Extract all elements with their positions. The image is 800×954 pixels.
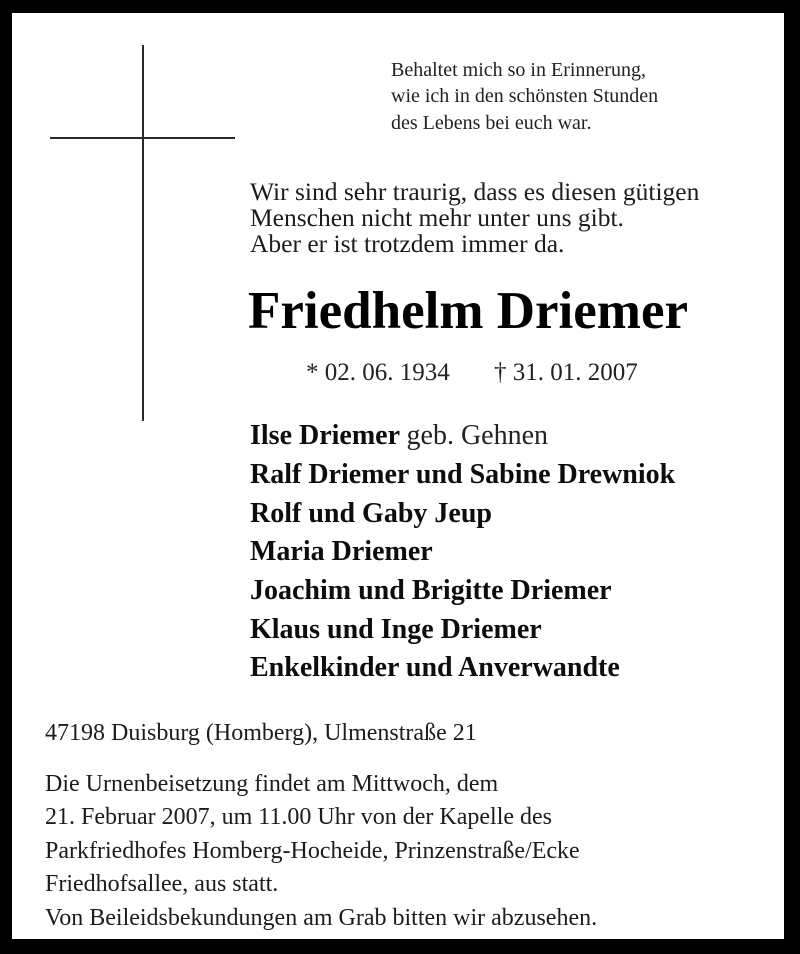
death-date bbox=[494, 358, 638, 388]
intro-line: Menschen nicht mehr unter uns gibt. bbox=[250, 205, 624, 232]
mourner-line bbox=[250, 419, 548, 453]
cross-vertical-bar bbox=[142, 45, 144, 421]
mourner-line: Klaus und Inge Driemer bbox=[250, 614, 542, 645]
mourner-name: Ilse Driemer bbox=[250, 420, 400, 451]
closing-note: Von Beileidsbekundungen am Grab bitten wir abzusehen. bbox=[45, 905, 598, 931]
address: 47198 Duisburg (Homberg), Ulmenstraße 21 bbox=[45, 720, 477, 746]
funeral-info-line: 21. Februar 2007, um 11.00 Uhr von der Kapelle des bbox=[45, 804, 552, 830]
cross-horizontal-bar bbox=[50, 137, 235, 139]
death-date-value: 31. 01. 2007 bbox=[512, 359, 638, 386]
deceased-name: Friedhelm Driemer bbox=[248, 282, 688, 340]
mourner-line: Enkelkinder und Anverwandte bbox=[250, 652, 620, 683]
funeral-info-line: Die Urnenbeisetzung findet am Mittwoch, dem bbox=[45, 771, 499, 797]
death-dagger-icon: † bbox=[494, 359, 507, 386]
funeral-info-line: Friedhofsallee, aus statt. bbox=[45, 871, 279, 897]
poem-line: Behaltet mich so in Erinnerung, bbox=[391, 59, 646, 81]
poem-line: wie ich in den schönsten Stunden bbox=[391, 85, 659, 107]
funeral-info-line: Parkfriedhofes Homberg-Hocheide, Prinzenstraße/Ecke bbox=[45, 838, 580, 864]
maiden-name: geb. Gehnen bbox=[406, 420, 549, 451]
poem-line: des Lebens bei euch war. bbox=[391, 112, 592, 134]
mourner-line: Joachim und Brigitte Driemer bbox=[250, 575, 612, 606]
mourner-line: Rolf und Gaby Jeup bbox=[250, 498, 492, 529]
mourner-line: Maria Driemer bbox=[250, 536, 433, 567]
intro-line: Wir sind sehr traurig, dass es diesen gütigen bbox=[250, 179, 700, 206]
birth-date-value: 02. 06. 1934 bbox=[324, 359, 450, 386]
birth-star-icon: * bbox=[306, 359, 319, 386]
intro-line: Aber er ist trotzdem immer da. bbox=[250, 231, 565, 258]
birth-date bbox=[306, 358, 450, 388]
mourner-line: Ralf Driemer und Sabine Drewniok bbox=[250, 459, 676, 490]
